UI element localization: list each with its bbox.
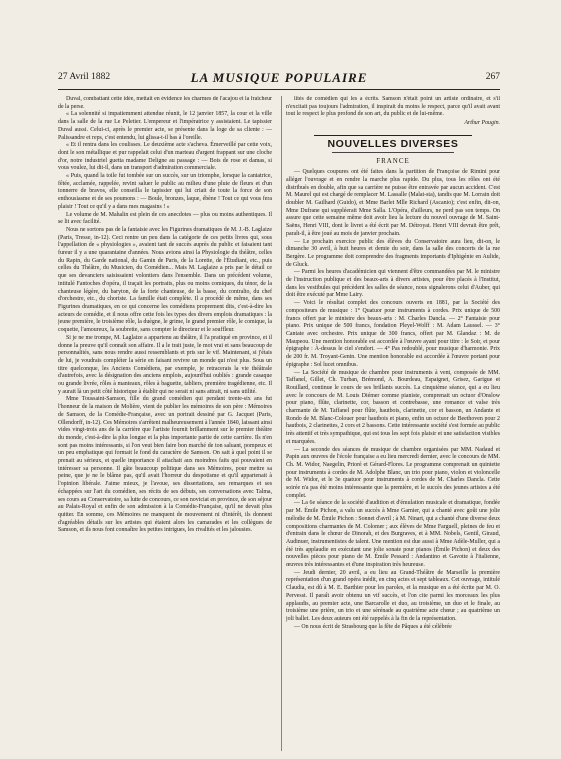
column-separator xyxy=(281,96,282,751)
news-item: — Voici le résultat complet des concours ouverts en 1881, par la Société des compositeurs de musique : 1° Quatuor pour instruments à cordes. Prix unique de 500 francs offert par le ministre des beaux-arts : M. Charles Dancla. — 2° Fantaisie pour piano. Prix unique de 500 francs, fondation Pleyel-Wolff : M. Adam Laussel. — 3° Cantate avec orchestre. Prix unique de 300 francs, offert par M. Glandaz : M. de Maupeou. Une mention honorable est accordée à l'œuvre ayant pour titre : le Soir, et pour épigraphe : À-dessus le ciel s'endort. — 4° Pas redoublé, pour musique d'harmonie. Prix de 200 fr. M. Troyant-Genin. Une mention honorable est accordée à l'œuvre portant pour épigraphe : Sol lucet omnibus. xyxy=(286,300,500,368)
news-item: — La Société de musique de chambre pour instruments à vent, composée de MM. Taffanel, Gillet, Ch. Turban, Brémond, A. Bourdeau, Espaignet, Grisez, Garigue et Rouillard, continue le cours de ses brillants succès. La cinquième séance, qui a eu lieu avec le concours de M. Louis Diémer comme pianiste, comprenait un octuor d'Onslow pour piano, flûte, clarinette, cor, basson et contrebasse, une romance et valse très charmante de M. Taffanel pour flûte, hautbois, clarinette, cor et basson, un Andante et Rondo de M. Blanc-Colouer pour hautbois et piano, enfin un octuor de Beethoven pour 2 hautbois, 2 clarinettes, 2 cors et 2 bassons. Cette intéressante société s'est formée au public très attentif et très sympathique, qui est tous les sept fois plaisir et une satisfaction visibles et marquées. xyxy=(286,369,500,445)
issue-date: 27 Avril 1882 xyxy=(58,72,111,82)
paragraph: Nous ne sortons pas de la fantaisie avec les Figurines dramatiques de M. J.-B. Laglaize (Paris, Tresse, in-12). Ceci rentre un peu dans la catégorie de ces petits livres qui, sous l'appellation de « physiologies », avaient tant de succès auprès du public et faisaient tant fureur il y a une quarantaine d'années. Nous avions ainsi la Physiologie du théâtre, celles du Rapin, du Garde national, du Gamin de Paris, de la Lorette, de l'Étudiant, etc., puis celles du Théâtre, du Musicien, du Comédien... Mais M. Laglaize a pris par le détail ce que ses devanciers saisissaient volontiers dans l'ensemble. Dans un précédent volume, intitulé Fantoches d'opéra, il traçait les portraits, plus ou moins comiques, du ténor, de la chanteuse légère, du baryton, de la forte chanteuse, de la basse, du contralto, du chef d'orchestre, etc., du choriste. La famille était complète. Il a procédé de même, dans ses Figurines dramatiques, en ce qui concerne les comédiens proprement dits, c'est-à-dire les acteurs de comédie, et il nous offre cette fois les types des divers emplois dramatiques : la jeune première, le troisième rôle, la duègne, le grime, le grand premier rôle, le comique, la coquette, l'amoureux, la soubrette, sans compter le directeur et le souffleur. xyxy=(58,226,272,334)
paragraph: « Puis, quand la toile fut tombée sur un succès, sur un triomphe, lorsque la cantatrice, fêtée, acclamée, rappelée, revint saluer le public au milieu d'une pluie de fleurs et d'un tonnerre de bravos, elle conseilla le tapissier qui lui criait de toute la force de son enthousiasme et de ses poumons : — Boule, bronzes, laque, ébène ! Tout ce qui vous fera plaisir ! Tout ce qu'il y a dans mes magasins ! » xyxy=(58,173,272,210)
news-item: — Parmi les heures d'académicien qui viennent d'être commandées par M. le ministre de l'instruction publique et des beaux-arts à divers artistes, pour être placés à l'Institut, dans les vestibules qui précèdent les salles de séance, nous signalerons celui d'Auber, qui doit être exécuté par Mme Lairy. xyxy=(286,269,500,299)
page-number: 267 xyxy=(485,72,500,82)
journal-title: LA MUSIQUE POPULAIRE xyxy=(190,70,368,85)
paragraph: « La solennité si impatiemment attendue réunit, le 12 janvier 1857, la cour et la ville dans la salle de la rue Le Peletier. L'empereur et l'impératrice y assistaient. Le tapissier Duval aussi. Celui-ci, après le premier acte, se présente dans la loge de sa cliente : — Palissandre et reps, c'est entendu, lui glissa-t-il bas à l'oreille. xyxy=(58,111,272,141)
paragraph: Si je ne me trompe, M. Laglaize a appartenu au théâtre, il l'a pratiqué en province, et il donne la preuve qu'il connaît son affaire. Il a le trait juste, le mot vrai et sans beaucoup de personnalités, sans nous rendre aussi ressemblants et pris sur le vif. Maintenant, si j'étais de lui, je voudrais compléter la série en faisant revivre un monde qui n'est plus. Sous un titre quelconque, les Anciens Comédiens, par exemple, je retracerais la vie théâtrale d'autrefois, avec la désignation des anciens emplois, aujourd'hui oubliés : grande casaque ou grande livrée, rôles à manteaux, rôles à baguette, tabliers, première tragédienne, etc. Il y aurait là un petit côté historique à établir qui ne serait ni sans attrait, ni sans utilité. xyxy=(58,334,272,395)
paragraph: lités de comédien qui les a écrits. Samson n'était point un artiste ordinaire, et s'il n'excitait pas toujours l'admiration, il inspirait du moins le respect, parce qu'il avait avant tout le respect le plus profond de son art, du public et de lui-même. xyxy=(286,96,500,118)
subsection-title: FRANCE xyxy=(376,156,410,165)
paragraph: « Et il rentra dans les coulisses. Le deuxième acte s'acheva. Émerveillé par cette voix, dont le son métallique et pur rappelait celui d'un marteau d'argent frappant sur une cloche d'or, notre industriel guetta madame Deligne au passage : — Bois de rose et damas, si vous voulez, lui dit-il, dans un transport d'admiration commerciale. xyxy=(58,142,272,172)
news-item: — La 6e séance de la société d'audition et d'émulation musicale et dramatique, fondée par M. Émile Pichon, a valu un succès à Mme Garnier, qui a chanté avec goût une jolie mélodie de M. Émile Pichon : Sonnet d'avril ; à M. Ninart, qui a chanté d'une diverse deux compositions charmantes de M. Colomer ; aux élèves de Mme Farguell, pleines de feu et d'entrain dans le chœur de Dinorah, et des Burgraves, et à MM. Nobels, Gentil, Giraud, Audinuer, instrumentistes de talent. Une mention est due aussi à Mme Adèle-Muller, qui a été très applaudie en exécutant une jolie sonate pour pianos (Émile Pichon) et deux des nouvelles pièces pour piano de M. Émile Pessard : Andantino et Gavotte à l'italienne, œuvres très intéressantes et d'une inspiration très heureuse. xyxy=(286,500,500,569)
news-item: — On nous écrit de Strasbourg que la fête de Pâques a été célébrée xyxy=(294,623,452,630)
news-item: — Quelques coupures ont été faites dans la partition de Françoise de Rimini pour alléger l'ouvrage et en rendre la marche plus rapide. Du plus, tous les rôles ont été distribués en double, afin que sa carrière ne puisse être entravée par aucun accident. C'est M. Maurel qui est chargé de remplacer M. Lassalle (Malat-sta), tandis que M. Lorrain doit doubler M. Gailhard (Guido), et Mme Barlet Mlle Richard (Ascanio); c'est enfin, dit-on, Mme Dufrane qui suppléerait Mme Salla. L'Opéra, d'ailleurs, ne perd pas son temps. On assure que cette semaine même doit avoir lieu la lecture du nouvel ouvrage de M. Saint-Saëns, Henri VIII, dont le livret a été écrit par M. Détroyat. Henri VIII devrait être prêt, paraît-il, à être joué au mois de janvier prochain. xyxy=(286,169,500,237)
news-item: — Le prochain exercice public des élèves du Conservatoire aura lieu, dit-on, le dimanche 30 avril, à huit heures et demie du soir, dans la salle des concerts de la rue Bergère. Le programme doit comprendre des fragments importants d'Iphigénie en Aulide, de Gluck. xyxy=(286,238,500,268)
right-column xyxy=(286,96,500,751)
section-title: NOUVELLES DIVERSES xyxy=(327,137,459,150)
news-item: — Jeudi dernier, 20 avril, a eu lieu au Grand-Théâtre de Marseille la première représentation d'un grand opéra inédit, en cinq actes et sept tableaux. Cet ouvrage, intitulé Claudia, est dû à M. E. Barthier pour les paroles, et la musique en a été écrite par M. O. Pervesst. Il paraît avoir obtenu un vif succès, et l'on cite parmi les morceaux les plus applaudis, au premier acte, une Barcarolle et duo, au troisième, un duo et le finale, au troisième une prière, un trio et une sérénade au quatrième acte chœur ; au quatrième un joli ballet. Les deux auteurs ont été rappelés à la fin de la représentation. xyxy=(286,569,500,622)
paragraph: Mme Toussaint-Samson, fille du grand comédien qui pendant trente-six ans fut l'honneur de la maison de Molière, vient de publier les mémoires de son père : Mémoires de Samson, de la Comédie-Française, avec un portrait dessiné par G. Jacquet (Paris, Ollendorff, in-12). Ces Mémoires s'arrêtent malheureusement à l'année 1840, laissant ainsi vides vingt-trois ans de la carrière que l'artiste fournit brillamment sur le premier théâtre du monde, c'est-à-dire la plus longue et la plus importante partie de cette carrière. Ils n'en sont pas moins intéressants, si l'on veut bien faire bon marché de ton saluant, pompeux et un peu emphatique qui formait le fond du caractère de Samson. On sait à quel point il se prenait au sérieux, et quelle importance il attachait aux moindres faits qui pouvaient en intéresser sa personne. Il gâte beaucoup politique dans ses Mémoires, pour mettre sa peine, que je ne le blâme pas, qu'il avait l'horreur du despotisme et qu'il appartenait à l'opinion libérale. J'aime mieux, je l'avoue, ses dissertations, ses remarques et ses échappées sur l'art du comédien, ses récits de ses débuts, ses conversations avec Talma, ses cours au Conservatoire, sa lutte de concours, ce son noviciat en province, de son séjour au Palais-Royal et enfin de son admission à la Comédie-Française, qu'il ne devait plus quitter. En somme, ces Mémoires ne manquent de mouvement ni d'intérêt, ils donnent d'agréables détails sur les artistes qui étaient alors les camarades et les collègues de Samson, et ils nous font connaître les petites intrigues, les rivalités et les jalousies. xyxy=(58,396,272,534)
author-signature: Arthur Pougin. xyxy=(464,120,500,127)
left-column xyxy=(58,96,272,751)
running-header xyxy=(58,70,500,86)
section-rule xyxy=(332,152,454,153)
paragraph: Le volume de M. Mahalin est plein de ces anecdotes — plus ou moins authentiques. Il se lit avec facilité. xyxy=(58,211,272,226)
section-rule xyxy=(314,135,472,136)
header-rule xyxy=(58,89,500,90)
paragraph: Duval, combattant cette idée, mettait en évidence les charmes de l'acajou et la fraîcheur de la perse. xyxy=(58,96,272,110)
news-item: — La seconde des séances de musique de chambre organisées par MM. Nadaud et Papin aux œuvres de l'école française a eu lieu mercredi dernier, avec le concours de MM. Ch. M. Widor, Naegelin, Prioré et Gérard-Flores. Le programme comprenait un quintette pour instruments à cordes de M. Adolphe Blanc, un trio pour piano, violon et violoncelle de M. Widor, et le 3e quatuor pour instruments à cordes de M. Charles Dancla. Cette soirée n'a pas été moins intéressante que la première, et le succès des jeunes artistes a été complet. xyxy=(286,446,500,499)
